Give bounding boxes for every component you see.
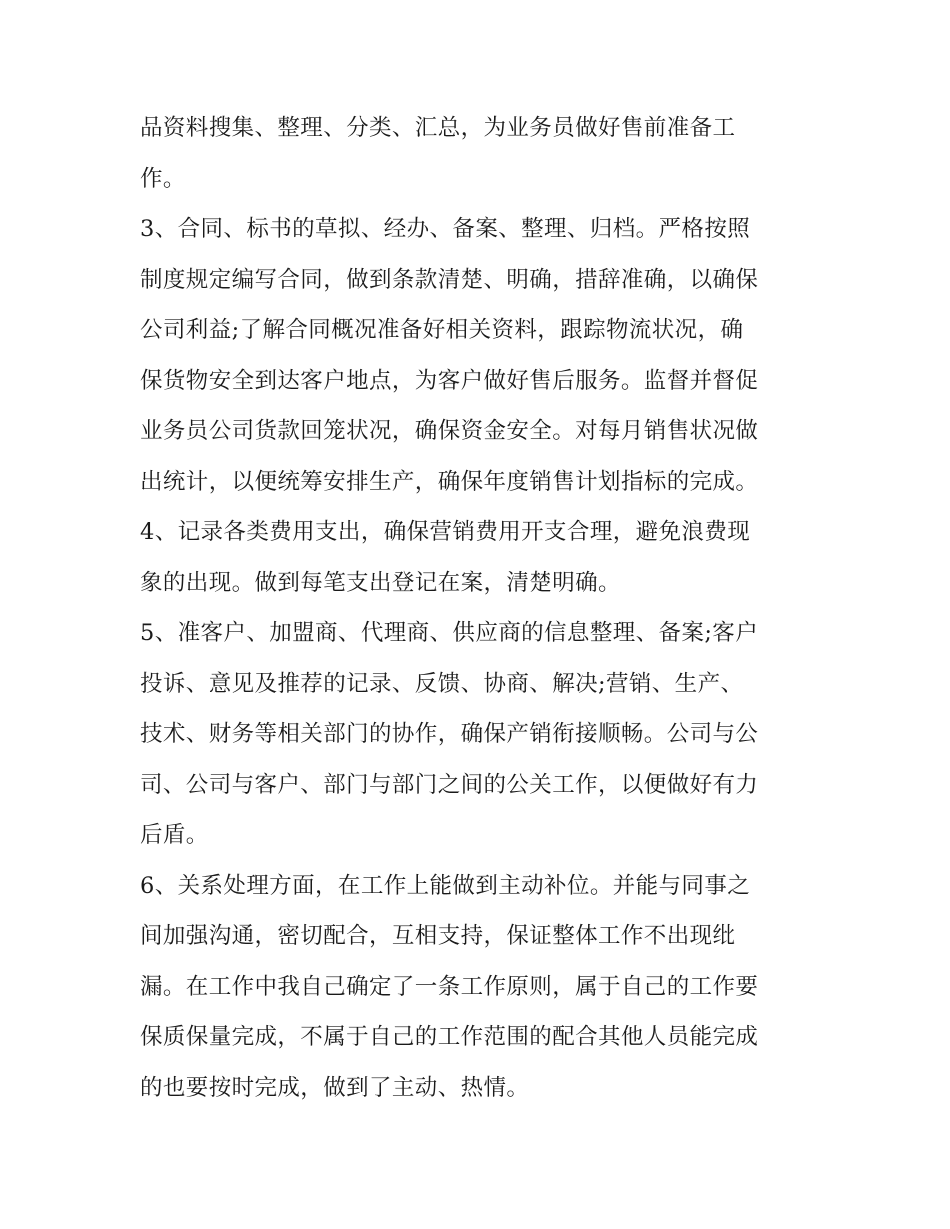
text-line: 出统计，以便统筹安排生产，确保年度销售计划指标的完成。: [140, 468, 759, 495]
text-line: 4、记录各类费用支出，确保营销费用开支合理，避免浪费现: [140, 519, 751, 545]
text-line: 公司利益;了解合同概况准备好相关资料，跟踪物流状况，确: [140, 317, 744, 343]
text-line: 6、关系处理方面，在工作上能做到主动补位。并能与同事之: [140, 872, 751, 899]
text-line: 投诉、意见及推荐的记录、反馈、协商、解决;营销、生产、: [140, 670, 744, 697]
text-line: 5、准客户、加盟商、代理商、供应商的信息整理、备案;客户: [140, 620, 759, 646]
text-line: 漏。在工作中我自己确定了一条工作原则，属于自己的工作要: [140, 973, 759, 1000]
text-line: 制度规定编写合同，做到条款清楚、明确，措辞准确，以确保: [140, 266, 759, 293]
text-line: 间加强沟通，密切配合，互相支持，保证整体工作不出现纰: [140, 923, 736, 949]
text-line: 保货物安全到达客户地点，为客户做好售后服务。监督并督促: [140, 367, 759, 394]
text-line: 技术、财务等相关部门的协作，确保产销衔接顺畅。公司与公: [140, 721, 759, 747]
text-line: 品资料搜集、整理、分类、汇总，为业务员做好售前准备工: [140, 115, 736, 141]
text-line: 保质保量完成，不属于自己的工作范围的配合其他人员能完成: [140, 1024, 759, 1050]
document-body: [140, 103, 812, 1113]
text-line: 司、公司与客户、部门与部门之间的公关工作，以便做好有力: [140, 771, 759, 798]
text-line: 3、合同、标书的草拟、经办、备案、整理、归档。严格按照: [140, 216, 751, 242]
text-line: 的也要按时完成，做到了主动、热情。: [140, 1074, 530, 1101]
text-line: 后盾。: [140, 822, 209, 848]
text-line: 象的出现。做到每笔支出登记在案，清楚明确。: [140, 569, 621, 596]
text-line: 作。: [140, 165, 186, 192]
text-line: 业务员公司货款回笼状况，确保资金安全。对每月销售状况做: [140, 418, 759, 444]
